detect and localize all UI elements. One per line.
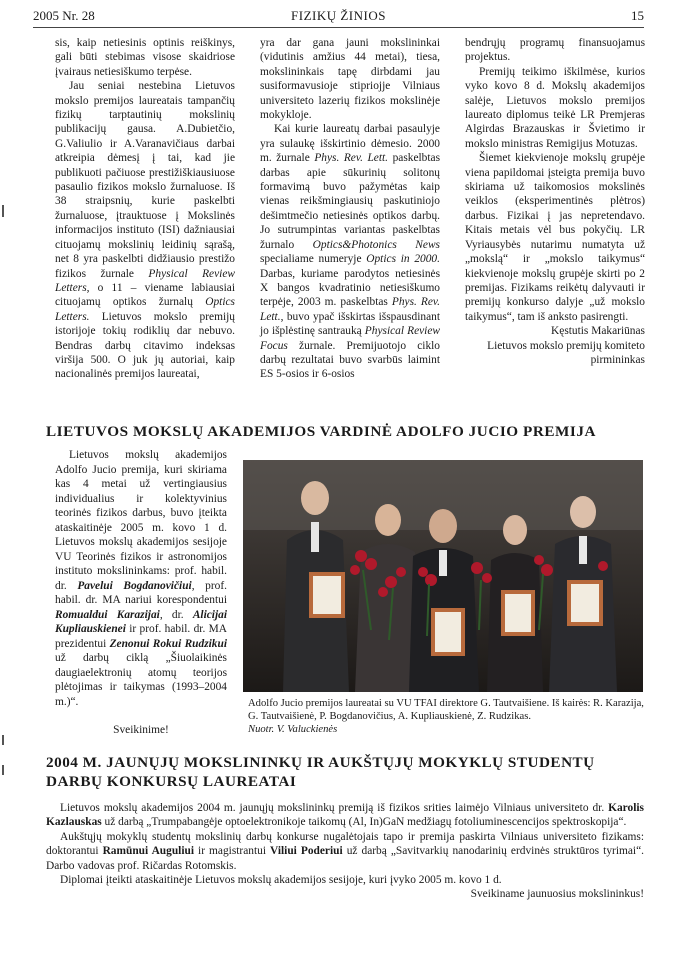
section-title: LIETUVOS MOKSLŲ AKADEMIJOS VARDINĖ ADOLFO JUCIO PREMIJA [46,423,597,440]
page-number: 15 [631,8,644,23]
page-header [33,6,644,26]
section-title: 2004 M. JAUNŲJŲ MOKSLININKŲ IR AUKŠTŲJŲ MOKYKLŲ STUDENTŲ DARBŲ KONKURSŲ LAUREATAI [46,754,595,790]
paragraph: Diplomai įteikti ataskaitinėje Lietuvos mokslų akademijos sesijoje, kuri įvyko 2005 m. kovo 1 d. [60,874,502,887]
paragraph: yra dar gana jauni mokslininkai (vidutinis amžius 44 metai), tiesa, mokslininkais tapę dirbdami jau susiformavusioje stipriojje Vilniaus universiteto lazerių fizikos mokslinėje mokykloje. [260,37,440,122]
journal-name: Optics&Photonics News [312,238,440,251]
paragraph: Kai kurie laureatų darbai pasaulyje yra sulaukę išskirtinio dėmesio. 2000 m. žurnale Phys. Rev. Lett. paskelbtas darbas apie sūkurinių solitonų formavimą buvo pažymėtas kaip vienas reikšmingiausių paskutiniojo dešimtmečio netiesinės optikos darbų. Jo sutrumpintas variantas paskelbtas žurnalo Optics&Photonics News specialiame numeryje Optics in 2000. Darbas, kuriame parodytos netiesinės X bangos kvadratinio netiesiškumo terpėje, 2003 m. paskelbtas Phys. Rev. Lett., buvo ypač išskirtas išspausdinant jo išplėstinę santrauką Physical Review Focus žurnale. Premijuotojo ciklo darbų rezultatai buvo svarbūs laimint ES 5-osios ir 6-osios [260,123,441,381]
paragraph: Lietuvos mokslų akademijos 2004 m. jaunųjų mokslininkų premiją iš fizikos srities laimėjo Vilniaus universiteto dr. Karolis Kazlauskas už darbą „Trumpabangėje optoelektronikoje taikomų (Al, In)GaN medžiagų fotoliuminescencijos spektroskopija“. [46,802,644,829]
journal-name: Phys. Rev. Lett. [314,152,389,165]
author-role: pirmininkas [590,353,645,366]
journal-title: FIZIKŲ ŽINIOS [291,8,386,23]
greeting: Sveikinime! [113,724,169,736]
greeting: Sveikiname jaunuosius mokslininkus! [470,888,644,901]
journal-name: Phys. Rev. Lett. [260,296,440,323]
author-affiliation: Lietuvos mokslo premijų komiteto [487,339,645,352]
margin-mark [2,735,4,745]
laureate-name: Viliui Poderiui [270,845,343,858]
author-name: Kęstutis Makariūnas [551,325,645,338]
photo-credit: Nuotr. V. Valuckienės [248,724,338,736]
column-2 [260,36,440,382]
photo-caption: Adolfo Jucio premijos laureatai su VU TFAI direktore G. Tautvaišiene. Iš kairės: R. Karazija, G. Tautvaišienė, P. Bogdanovičius, A. Kupliauskienė, Z. Rudzikas. Nuotr. V. Valuckienės [248,698,644,736]
journal-name: Physical Review Letters, [55,267,235,294]
column-3 [465,36,645,367]
header-rule [33,27,644,28]
author-signature [465,324,645,367]
laureate-name: Romualdui Karazijai [55,608,160,621]
paragraph: Šiemet kiekvienoje mokslų grupėje viena papildomai įsteigta premija buvo skiriama už taikomosios mokslinės veiklos (eksperimentinės plėtros) darbus. Fizikai į jas nepretendavo. Kitais metais vėl bus pokyčių. LR Vyriausybės nutarimu numatyta už „mokslą“ ir „mokslo taikymus“ kiekvienoje mokslų grupėje skirti po 2 premijas. Fizikams reikėtų dalyvauti ir premijų konkurso dalyje „už mokslo taikymus“, tam iš anksto pasirengti. [465,152,645,323]
journal-name: Physical Review Focus [260,325,440,352]
laureate-name: Zenonui Rokui Rudzikui [109,637,227,650]
journal-name: Optics Letters. [55,296,235,323]
laureates-photo [243,460,643,692]
paragraph: Lietuvos mokslų akademijos Adolfo Jucio premija, kuri skiriama kas 4 metai už vertingiausius individualius ir kolektyvinius teorinės fizikos darbus, buvo įteikta ataskaitinėje 2005 m. kovo 1 d. Lietuvos mokslų akademijos sesijoje VU Teorinės fizikos ir astronomijos instituto mokslininkams: prof. habil. dr. Pavelui Bogdanovičiui, prof. habil. dr. MA nariui korespondentui Romualdui Karazijai, dr. Alicijai Kupliauskienei ir prof. habil. dr. MA prezidentui Zenonui Rokui Rudzikui už darbų ciklą „Šiuolaikinės daugiaelektronių atomų teorijos plėtojimas ir taikymas (1993–2004 m.)“. [55,449,227,708]
paragraph: Jau seniai nestebina Lietuvos mokslo premijos laureatais tampančių fizikų tarptautinių mokslinių publikacijų gausa. A.Dubietčio, G.Valiulio ir A.Varanavičiaus darbai atkreipia dėmesį į tai, kad jie publikuoti pačiuose prestižiškiausiuose pasaulio fizikos mokslo žurnaluose. Iš 38 straipsnių, kurie paskelbti žurnaluose, įtrauktuose į Mokslinės informacijos instituto (ISI) dažniausiai cituojamų mokslinių leidinių sąrašą, net 8 yra paskelbti didžiausio prestižo fizikos žurnale Physical Review Letters, o 11 – viename labiausiai cituojamų optikos žurnalų Optics Letters. Lietuvos mokslo premijų istorijoje tokių rodiklių dar nebuvo. Bendras darbų citavimo indeksas viršija 500. O juk jų autoriai, kaip nacionalinės premijos laureatai, [55,80,235,381]
paragraph: sis, kaip netiesinis optinis reiškinys, gali būti stebimas visose skaidriose įvairaus netiesiškumo terpėse. [55,37,235,78]
journal-name: Optics in 2000. [366,253,440,266]
margin-mark [2,765,4,775]
paragraph: Aukštųjų mokyklų studentų mokslinių darbų konkurse nugalėtojais tapo ir premija paskirta Vilniaus universiteto fizikams: doktorantui Ramūnui Auguliui ir magistrantui Viliui Poderiui už darbą „Savitvarkių nanodarinių erdvinės struktūros tyrimai“. Darbo vadovas prof. Ričardas Rotomskis. [46,830,644,872]
paragraph: Premijų teikimo iškilmėse, kurios vyko kovo 8 d. Mokslų akademijos salėje, Lietuvos mokslo premijos laureato diplomus teikė LR Premjeras Algirdas Brazauskas ir Švietimo ir mokslo ministras Remigijus Motuzas. [465,65,645,150]
laureate-name: Ramūnui Auguliui [102,845,194,858]
young-scientists-text [46,801,644,902]
laureate-name: Karolis Kazlauskas [46,802,644,829]
laureate-name: Alicijai Kupliauskienei [55,608,227,635]
jucio-prize-text [55,448,227,738]
column-1 [55,36,235,382]
margin-mark [2,205,4,217]
paragraph: bendrųjų programų finansuojamus projektus. [465,37,645,64]
laureate-name: Pavelui Bogdanovičiui [77,579,192,592]
article-columns [55,36,645,416]
issue-number: 2005 Nr. 28 [33,8,95,23]
